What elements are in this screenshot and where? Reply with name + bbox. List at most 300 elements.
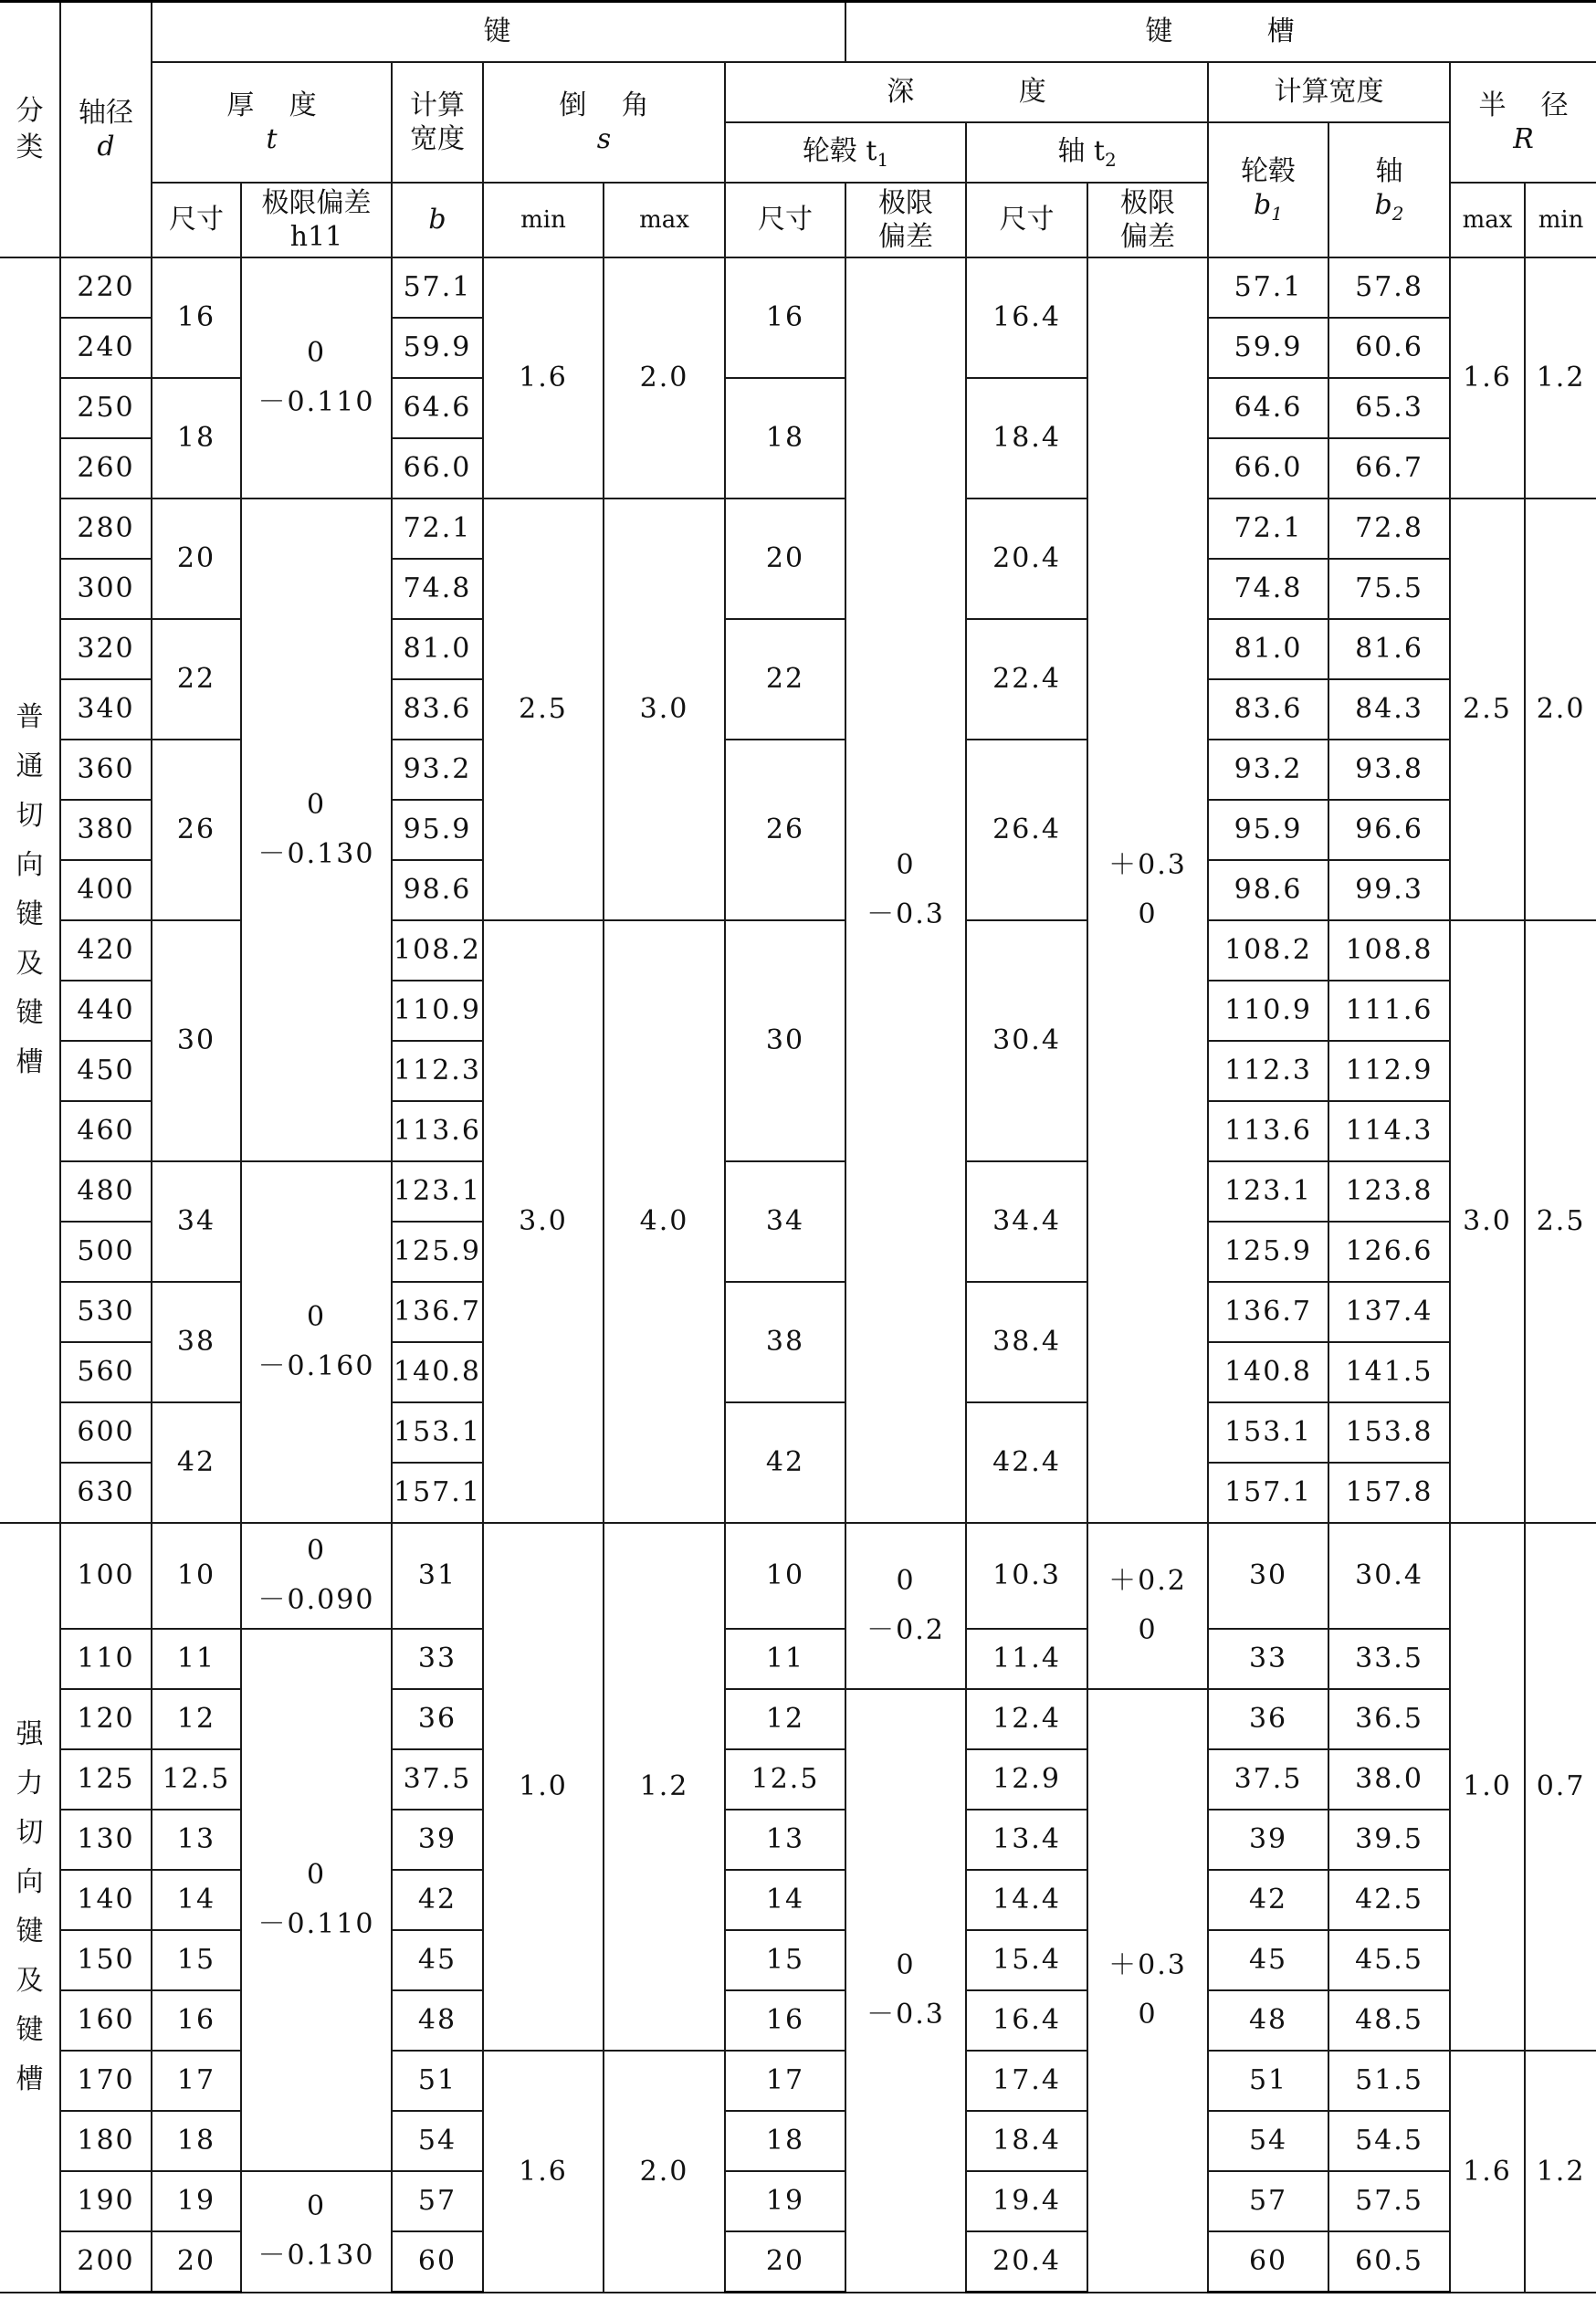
table-row [0, 499, 1596, 559]
calc-width-symbol: b [392, 183, 483, 257]
key-calc-width: 37.5 [392, 1749, 483, 1810]
shaft-depth: 18.4 [966, 2111, 1087, 2171]
diameter-header [60, 2, 152, 258]
key-calc-width: 59.9 [392, 318, 483, 378]
hub-calc-width: 30 [1208, 1523, 1328, 1629]
hub-depth: 42 [725, 1402, 845, 1523]
tol-h11-header: 极限偏差h11 [241, 183, 392, 257]
key-calc-width: 81.0 [392, 619, 483, 679]
group-label-normal-text: 普通切向键及键槽 [16, 701, 44, 1078]
shaft-calc-width: 84.3 [1328, 679, 1450, 740]
shaft-calc-width: 57.5 [1328, 2171, 1450, 2231]
shaft-diameter: 420 [60, 920, 152, 981]
key-thickness: 34 [152, 1161, 241, 1282]
key-calc-width: 72.1 [392, 499, 483, 559]
shaft-depth-tolerance [1087, 1689, 1208, 2293]
key-thickness: 20 [152, 499, 241, 619]
key-calc-width: 153.1 [392, 1402, 483, 1463]
key-calc-width: 31 [392, 1523, 483, 1629]
shaft-depth: 20.4 [966, 2231, 1087, 2293]
shaft-calc-width: 48.5 [1328, 1990, 1450, 2051]
hub-calc-width: 54 [1208, 2111, 1328, 2171]
key-thickness: 18 [152, 378, 241, 499]
key-calc-width: 64.6 [392, 378, 483, 438]
shaft-calc-width: 60.6 [1328, 318, 1450, 378]
table-row [0, 257, 1596, 318]
key-calc-width: 98.6 [392, 860, 483, 920]
radius-symbol: R [1513, 123, 1534, 155]
key-calc-width: 74.8 [392, 559, 483, 619]
hub-calc-width: 93.2 [1208, 740, 1328, 800]
shaft-depth-header [966, 122, 1208, 183]
chamfer-header-label: 倒 角 [559, 89, 649, 121]
radius-min-header: min [1525, 183, 1596, 257]
hub-depth-label: 轮毂 t [802, 134, 877, 167]
shaft-depth-sub: 2 [1104, 148, 1117, 171]
table-row [0, 1629, 1596, 1689]
shaft-calc-width: 93.8 [1328, 740, 1450, 800]
shaft-depth: 12.9 [966, 1749, 1087, 1810]
chamfer-max: 2.0 [604, 2051, 725, 2293]
thickness-tolerance [241, 1629, 392, 2171]
shaft-calc-width: 33.5 [1328, 1629, 1450, 1689]
key-thickness: 38 [152, 1282, 241, 1402]
hub-depth: 12.5 [725, 1749, 845, 1810]
shaft-diameter: 560 [60, 1342, 152, 1402]
radius-header [1450, 62, 1596, 183]
chamfer-max: 1.2 [604, 1523, 725, 2051]
shaft-depth-tolerance-lower: 0 [1138, 1999, 1158, 2031]
shaft-diameter: 250 [60, 378, 152, 438]
shaft-calc-width: 51.5 [1328, 2051, 1450, 2111]
key-calc-width: 136.7 [392, 1282, 483, 1342]
table-row [0, 920, 1596, 981]
shaft-width-sub: 2 [1391, 203, 1404, 226]
shaft-depth-tolerance-upper: ＋0.3 [1108, 1949, 1187, 1982]
shaft-calc-width: 153.8 [1328, 1402, 1450, 1463]
shaft-diameter: 450 [60, 1041, 152, 1101]
thickness-tolerance-lower: －0.130 [257, 838, 375, 870]
table-row [0, 1930, 1596, 1990]
shaft-diameter: 630 [60, 1463, 152, 1523]
shaft-depth: 10.3 [966, 1523, 1087, 1629]
shaft-diameter: 380 [60, 800, 152, 860]
hub-calc-width: 136.7 [1208, 1282, 1328, 1342]
table-row [0, 2231, 1596, 2293]
hub-depth-tolerance [845, 1523, 966, 1689]
hub-calc-width: 45 [1208, 1930, 1328, 1990]
key-thickness: 16 [152, 1990, 241, 2051]
shaft-diameter: 440 [60, 981, 152, 1041]
table-row [0, 1689, 1596, 1749]
chamfer-max-header: max [604, 183, 725, 257]
calc-width-header [392, 62, 483, 183]
hub-calc-width: 110.9 [1208, 981, 1328, 1041]
hub-calc-width: 153.1 [1208, 1402, 1328, 1463]
key-calc-width: 48 [392, 1990, 483, 2051]
hub-width-sym: b [1254, 189, 1272, 222]
shaft-depth-tolerance-upper: ＋0.2 [1108, 1565, 1187, 1597]
hub-depth-tolerance-upper: 0 [896, 1565, 916, 1597]
table-row [0, 1870, 1596, 1930]
table-row [0, 1749, 1596, 1810]
hub-calc-width: 112.3 [1208, 1041, 1328, 1101]
shaft-depth: 15.4 [966, 1930, 1087, 1990]
chamfer-max: 2.0 [604, 257, 725, 499]
hub-calc-width: 108.2 [1208, 920, 1328, 981]
thickness-tolerance-upper: 0 [306, 2190, 327, 2223]
hub-depth-tolerance-upper: 0 [896, 1949, 916, 1982]
hub-calc-width: 74.8 [1208, 559, 1328, 619]
shaft-depth: 30.4 [966, 920, 1087, 1161]
shaft-diameter: 220 [60, 257, 152, 318]
shaft-diameter: 200 [60, 2231, 152, 2293]
radius-min: 0.7 [1525, 1523, 1596, 2051]
shaft-depth-tolerance [1087, 1523, 1208, 1689]
shaft-diameter: 130 [60, 1810, 152, 1870]
key-calc-width: 95.9 [392, 800, 483, 860]
hub-width-sub: 1 [1271, 203, 1283, 226]
key-calc-width: 125.9 [392, 1222, 483, 1282]
shaft-diameter: 340 [60, 679, 152, 740]
shaft-diameter: 140 [60, 1870, 152, 1930]
shaft-calc-width: 111.6 [1328, 981, 1450, 1041]
hub-calc-width: 64.6 [1208, 378, 1328, 438]
radius-min: 1.2 [1525, 2051, 1596, 2293]
radius-max: 1.6 [1450, 2051, 1525, 2293]
table-row [0, 619, 1596, 679]
key-calc-width: 54 [392, 2111, 483, 2171]
key-calc-width: 113.6 [392, 1101, 483, 1161]
thickness-tolerance-upper: 0 [306, 789, 327, 821]
hub-depth: 30 [725, 920, 845, 1161]
key-calc-width: 57 [392, 2171, 483, 2231]
shaft-depth: 16.4 [966, 257, 1087, 378]
shaft-depth-tolerance-lower: 0 [1138, 898, 1158, 930]
shaft-tol-header: 极限偏差 [1087, 183, 1208, 257]
key-thickness: 22 [152, 619, 241, 740]
shaft-diameter: 400 [60, 860, 152, 920]
table-row [0, 378, 1596, 438]
thickness-tolerance [241, 1523, 392, 1629]
thickness-tolerance-lower: －0.090 [257, 1584, 375, 1616]
depth-header: 深 度 [725, 62, 1208, 122]
shaft-depth: 11.4 [966, 1629, 1087, 1689]
radius-max: 1.6 [1450, 257, 1525, 499]
hub-depth-sub: 1 [877, 148, 889, 171]
thickness-header-label: 厚 度 [226, 89, 317, 121]
key-calc-width: 83.6 [392, 679, 483, 740]
key-thickness: 19 [152, 2171, 241, 2231]
hub-depth: 16 [725, 257, 845, 378]
shaft-calc-width: 38.0 [1328, 1749, 1450, 1810]
key-thickness: 30 [152, 920, 241, 1161]
hub-calc-width: 125.9 [1208, 1222, 1328, 1282]
hub-tol-header: 极限偏差 [845, 183, 966, 257]
key-calc-width: 157.1 [392, 1463, 483, 1523]
key-thickness: 14 [152, 1870, 241, 1930]
shaft-calc-width: 60.5 [1328, 2231, 1450, 2293]
hub-depth: 19 [725, 2171, 845, 2231]
chamfer-min: 1.0 [483, 1523, 604, 2051]
thickness-tolerance [241, 257, 392, 499]
key-thickness: 26 [152, 740, 241, 920]
shaft-calc-width: 99.3 [1328, 860, 1450, 920]
shaft-calc-width: 114.3 [1328, 1101, 1450, 1161]
group-label-strong [0, 1523, 60, 2293]
thickness-tolerance-lower: －0.110 [257, 386, 375, 418]
shaft-diameter: 110 [60, 1629, 152, 1689]
size-header: 尺寸 [152, 183, 241, 257]
hub-calc-width: 95.9 [1208, 800, 1328, 860]
shaft-calc-width: 39.5 [1328, 1810, 1450, 1870]
shaft-diameter: 280 [60, 499, 152, 559]
key-calc-width: 93.2 [392, 740, 483, 800]
radius-max: 2.5 [1450, 499, 1525, 920]
hub-calc-width: 81.0 [1208, 619, 1328, 679]
hub-depth-tolerance-lower: －0.2 [866, 1614, 945, 1646]
shaft-diameter: 240 [60, 318, 152, 378]
hub-calc-width: 157.1 [1208, 1463, 1328, 1523]
shaft-diameter: 190 [60, 2171, 152, 2231]
shaft-depth: 34.4 [966, 1161, 1087, 1282]
key-calc-width: 42 [392, 1870, 483, 1930]
shaft-calc-width: 54.5 [1328, 2111, 1450, 2171]
shaft-diameter: 150 [60, 1930, 152, 1990]
shaft-depth: 18.4 [966, 378, 1087, 499]
shaft-calc-width: 126.6 [1328, 1222, 1450, 1282]
shaft-size-header: 尺寸 [966, 183, 1087, 257]
key-calc-width: 57.1 [392, 257, 483, 318]
shaft-calc-width: 112.9 [1328, 1041, 1450, 1101]
thickness-tolerance-upper: 0 [306, 1535, 327, 1567]
hub-depth-tolerance-upper: 0 [896, 849, 916, 881]
key-calc-width: 66.0 [392, 438, 483, 499]
hub-depth-tolerance [845, 257, 966, 1523]
key-thickness: 12 [152, 1689, 241, 1749]
chamfer-max: 4.0 [604, 920, 725, 1523]
key-thickness: 15 [152, 1930, 241, 1990]
hub-depth: 10 [725, 1523, 845, 1629]
hub-depth: 16 [725, 1990, 845, 2051]
hub-depth-header [725, 122, 966, 183]
shaft-depth-tolerance [1087, 257, 1208, 1523]
table-row [0, 1402, 1596, 1463]
shaft-calc-width: 108.8 [1328, 920, 1450, 981]
hub-calc-width: 60 [1208, 2231, 1328, 2293]
hub-depth-tolerance-lower: －0.3 [866, 1999, 945, 2031]
thickness-tolerance-lower: －0.160 [257, 1350, 375, 1382]
shaft-depth: 22.4 [966, 619, 1087, 740]
shaft-width-symbol [1329, 188, 1449, 226]
chamfer-min-header: min [483, 183, 604, 257]
shaft-calc-width: 81.6 [1328, 619, 1450, 679]
shaft-calc-width: 36.5 [1328, 1689, 1450, 1749]
thickness-tolerance [241, 1161, 392, 1523]
hub-width-symbol [1209, 188, 1328, 226]
shaft-depth: 20.4 [966, 499, 1087, 619]
shaft-diameter: 160 [60, 1990, 152, 2051]
shaft-calc-width: 75.5 [1328, 559, 1450, 619]
hub-calc-width: 42 [1208, 1870, 1328, 1930]
hub-calc-width: 36 [1208, 1689, 1328, 1749]
shaft-calc-width: 65.3 [1328, 378, 1450, 438]
radius-min: 2.5 [1525, 920, 1596, 1523]
key-calc-width: 39 [392, 1810, 483, 1870]
shaft-diameter: 180 [60, 2111, 152, 2171]
hub-depth: 11 [725, 1629, 845, 1689]
keyway-header: 键 槽 [845, 2, 1596, 63]
hub-depth: 26 [725, 740, 845, 920]
shaft-diameter: 530 [60, 1282, 152, 1342]
table-row [0, 1990, 1596, 2051]
key-thickness: 20 [152, 2231, 241, 2293]
hub-calc-width: 140.8 [1208, 1342, 1328, 1402]
hub-calc-width: 33 [1208, 1629, 1328, 1689]
radius-header-label: 半 径 [1478, 89, 1569, 121]
shaft-depth-label: 轴 t [1057, 134, 1105, 167]
thickness-tolerance-upper: 0 [306, 337, 327, 369]
shaft-calc-width: 157.8 [1328, 1463, 1450, 1523]
chamfer-symbol: s [596, 123, 612, 155]
hub-calc-width: 98.6 [1208, 860, 1328, 920]
thickness-symbol: t [266, 123, 278, 155]
chamfer-min: 3.0 [483, 920, 604, 1523]
radius-max-header: max [1450, 183, 1525, 257]
key-thickness: 12.5 [152, 1749, 241, 1810]
key-calc-width: 123.1 [392, 1161, 483, 1222]
hub-depth: 17 [725, 2051, 845, 2111]
key-header: 键 [152, 2, 845, 63]
hub-depth-tolerance [845, 1689, 966, 2293]
table-row [0, 2051, 1596, 2111]
hub-depth: 20 [725, 499, 845, 619]
table-row [0, 1161, 1596, 1222]
group-label-strong-text: 强力切向键及键槽 [16, 1718, 44, 2096]
shaft-width-label: 轴 [1375, 154, 1403, 187]
key-thickness: 42 [152, 1402, 241, 1523]
table-row [0, 2171, 1596, 2231]
shaft-depth: 42.4 [966, 1402, 1087, 1523]
key-calc-width: 33 [392, 1629, 483, 1689]
shaft-depth: 19.4 [966, 2171, 1087, 2231]
key-calc-width: 45 [392, 1930, 483, 1990]
hub-calc-width: 113.6 [1208, 1101, 1328, 1161]
hub-width-header [1208, 122, 1328, 257]
thickness-tolerance-upper: 0 [306, 1301, 327, 1333]
shaft-calc-width: 45.5 [1328, 1930, 1450, 1990]
hub-depth: 13 [725, 1810, 845, 1870]
key-calc-width: 140.8 [392, 1342, 483, 1402]
radius-max: 3.0 [1450, 920, 1525, 1523]
group-label-normal [0, 257, 60, 1523]
diameter-symbol: d [97, 131, 115, 163]
key-calc-width: 51 [392, 2051, 483, 2111]
key-thickness: 13 [152, 1810, 241, 1870]
shaft-depth: 12.4 [966, 1689, 1087, 1749]
hub-depth: 22 [725, 619, 845, 740]
hub-calc-width: 39 [1208, 1810, 1328, 1870]
key-calc-width: 110.9 [392, 981, 483, 1041]
chamfer-max: 3.0 [604, 499, 725, 920]
shaft-depth-tolerance-upper: ＋0.3 [1108, 849, 1187, 881]
table-row [0, 740, 1596, 800]
hub-calc-width: 83.6 [1208, 679, 1328, 740]
category-header-text: 分类 [16, 94, 44, 163]
shaft-diameter: 120 [60, 1689, 152, 1749]
radius-max: 1.0 [1450, 1523, 1525, 2051]
chamfer-min: 1.6 [483, 257, 604, 499]
shaft-calc-width: 72.8 [1328, 499, 1450, 559]
key-calc-width: 60 [392, 2231, 483, 2293]
radius-min: 1.2 [1525, 257, 1596, 499]
hub-calc-width: 72.1 [1208, 499, 1328, 559]
table-row [0, 2111, 1596, 2171]
calc-width-header-label: 计算宽度 [410, 89, 465, 155]
shaft-diameter: 480 [60, 1161, 152, 1222]
shaft-calc-width: 123.8 [1328, 1161, 1450, 1222]
hub-depth: 12 [725, 1689, 845, 1749]
shaft-depth: 14.4 [966, 1870, 1087, 1930]
table-row [0, 1282, 1596, 1342]
hub-calc-width: 66.0 [1208, 438, 1328, 499]
shaft-depth-tolerance-lower: 0 [1138, 1614, 1158, 1646]
key-thickness: 16 [152, 257, 241, 378]
key-calc-width: 36 [392, 1689, 483, 1749]
chamfer-min: 1.6 [483, 2051, 604, 2293]
thickness-tolerance [241, 2171, 392, 2293]
hub-size-header: 尺寸 [725, 183, 845, 257]
key-calc-width: 112.3 [392, 1041, 483, 1101]
hub-depth: 38 [725, 1282, 845, 1402]
key-thickness: 10 [152, 1523, 241, 1629]
hub-depth: 18 [725, 2111, 845, 2171]
shaft-diameter: 320 [60, 619, 152, 679]
shaft-diameter: 600 [60, 1402, 152, 1463]
shaft-diameter: 125 [60, 1749, 152, 1810]
shaft-calc-width: 137.4 [1328, 1282, 1450, 1342]
shaft-depth: 38.4 [966, 1282, 1087, 1402]
shaft-calc-width: 57.8 [1328, 257, 1450, 318]
key-thickness: 11 [152, 1629, 241, 1689]
hub-depth: 34 [725, 1161, 845, 1282]
hub-calc-width: 57 [1208, 2171, 1328, 2231]
thickness-header [152, 62, 392, 183]
hub-calc-width: 123.1 [1208, 1161, 1328, 1222]
shaft-diameter: 260 [60, 438, 152, 499]
thickness-tolerance-lower: －0.130 [257, 2240, 375, 2272]
hub-depth-tolerance-lower: －0.3 [866, 898, 945, 930]
hub-calc-width: 59.9 [1208, 318, 1328, 378]
key-thickness: 18 [152, 2111, 241, 2171]
hub-depth: 15 [725, 1930, 845, 1990]
thickness-tolerance-lower: －0.110 [257, 1908, 375, 1940]
chamfer-header [483, 62, 725, 183]
shaft-depth: 17.4 [966, 2051, 1087, 2111]
shaft-calc-width: 96.6 [1328, 800, 1450, 860]
thickness-tolerance [241, 499, 392, 1161]
diameter-header-label: 轴径 [79, 96, 133, 129]
shaft-diameter: 100 [60, 1523, 152, 1629]
hub-width-label: 轮毂 [1241, 154, 1297, 187]
thickness-tolerance-upper: 0 [306, 1859, 327, 1891]
shaft-calc-width: 141.5 [1328, 1342, 1450, 1402]
key-calc-width: 108.2 [392, 920, 483, 981]
shaft-depth: 16.4 [966, 1990, 1087, 2051]
table-row [0, 1523, 1596, 1629]
hub-calc-width: 37.5 [1208, 1749, 1328, 1810]
hub-depth: 20 [725, 2231, 845, 2293]
